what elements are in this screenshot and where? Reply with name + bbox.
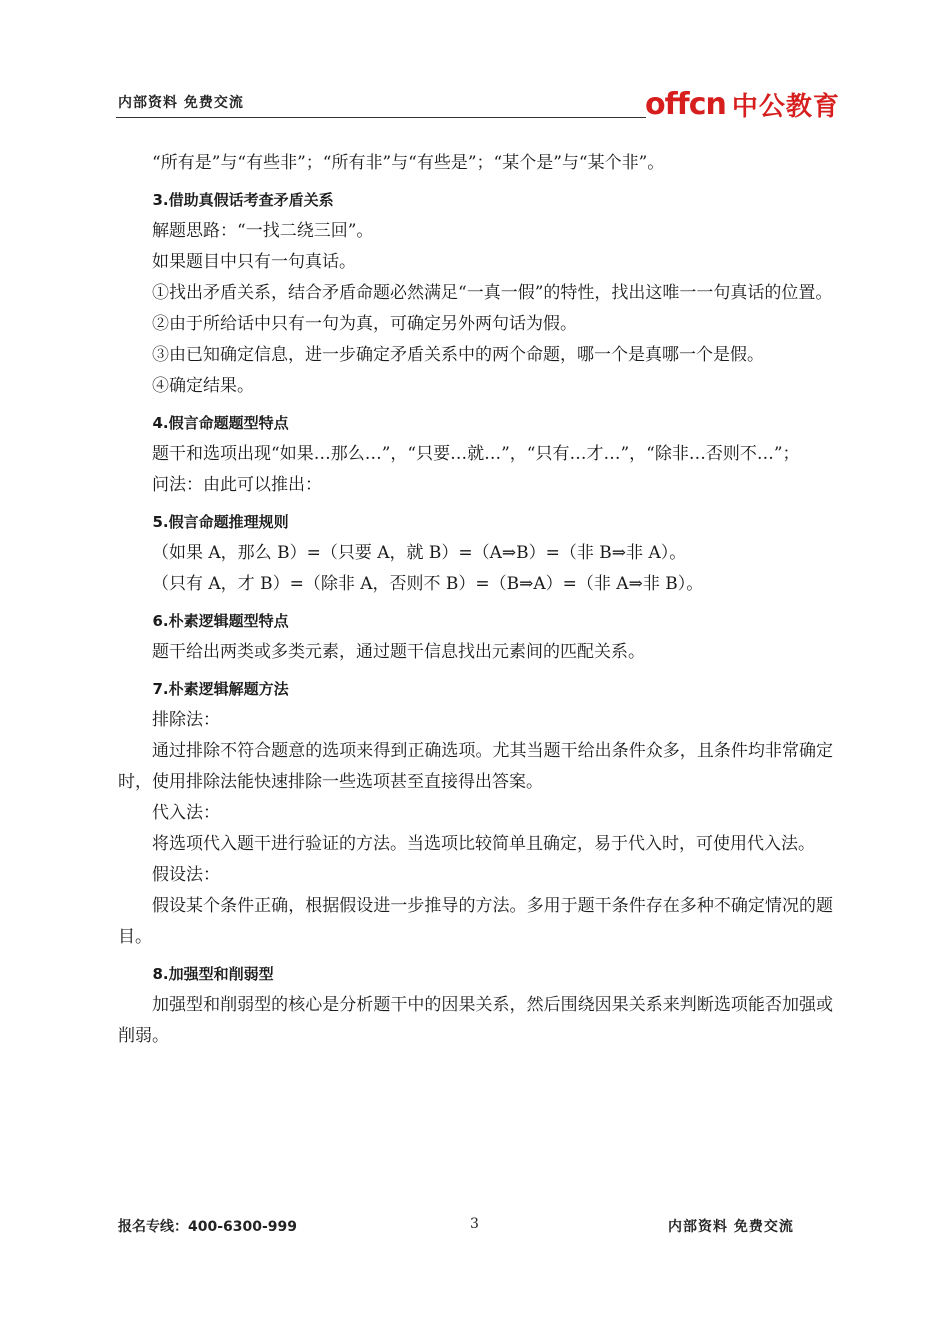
section-heading-6: 6.朴素逻辑题型特点 (152, 612, 289, 630)
method-label: 代入法： (152, 803, 220, 823)
paragraph: 问法：由此可以推出： (152, 475, 322, 495)
paragraph: ②由于所给话中只有一句为真，可确定另外两句话为假。 (152, 314, 577, 334)
formula-line: （如果 A，那么 B）=（只要 A，就 B）=（A⇒B）=（非 B⇒非 A）。 (152, 543, 687, 563)
paragraph: 如果题目中只有一句真话。 (152, 252, 356, 272)
section-heading-7: 7.朴素逻辑解题方法 (152, 680, 289, 698)
header-rule (116, 117, 646, 118)
paragraph: 加强型和削弱型的核心是分析题干中的因果关系，然后围绕因果关系来判断选项能否加强或削弱。 (118, 995, 833, 1046)
section-heading-5: 5.假言命题推理规则 (152, 513, 289, 531)
section-heading-4: 4.假言命题题型特点 (152, 414, 289, 432)
page-content (118, 148, 833, 1052)
header-left-text: 内部资料 免费交流 (118, 95, 244, 111)
paragraph: 假设某个条件正确，根据假设进一步推导的方法。多用于题干条件存在多种不确定情况的题目。 (118, 896, 833, 947)
paragraph: 题干给出两类或多类元素，通过题干信息找出元素间的匹配关系。 (152, 642, 645, 662)
paragraph: “所有是”与“有些非”；“所有非”与“有些是”；“某个是”与“某个非”。 (152, 153, 665, 173)
brand-logo (645, 80, 840, 120)
paragraph: 解题思路：“一找二绕三回”。 (152, 221, 374, 241)
paragraph: 通过排除不符合题意的选项来得到正确选项。尤其当题干给出条件众多，且条件均非常确定时，使用排除法能快速排除一些选项甚至直接得出答案。 (118, 741, 833, 792)
paragraph: ③由已知确定信息，进一步确定矛盾关系中的两个命题，哪一个是真哪一个是假。 (152, 345, 764, 365)
paragraph: 题干和选项出现“如果…那么…”，“只要…就…”，“只有…才…”，“除非…否则不…”； (152, 444, 800, 464)
page-number: 3 (470, 1216, 479, 1232)
footer-right-text: 内部资料 免费交流 (668, 1219, 794, 1235)
section-heading-8: 8.加强型和削弱型 (152, 965, 274, 983)
logo-en-text: offcn (645, 87, 726, 122)
paragraph: ④确定结果。 (152, 376, 254, 396)
footer-hotline: 报名专线：400-6300-999 (118, 1219, 298, 1235)
section-heading-3: 3.借助真假话考查矛盾关系 (152, 191, 334, 209)
method-label: 假设法： (152, 865, 220, 885)
paragraph: 将选项代入题干进行验证的方法。当选项比较简单且确定，易于代入时，可使用代入法。 (152, 834, 815, 854)
method-label: 排除法： (152, 710, 220, 730)
logo-cn-text: 中公教育 (731, 92, 840, 122)
formula-line: （只有 A，才 B）=（除非 A，否则不 B）=（B⇒A）=（非 A⇒非 B）。 (152, 574, 704, 594)
paragraph: ①找出矛盾关系，结合矛盾命题必然满足“一真一假”的特性，找出这唯一一句真话的位置。 (152, 283, 833, 303)
